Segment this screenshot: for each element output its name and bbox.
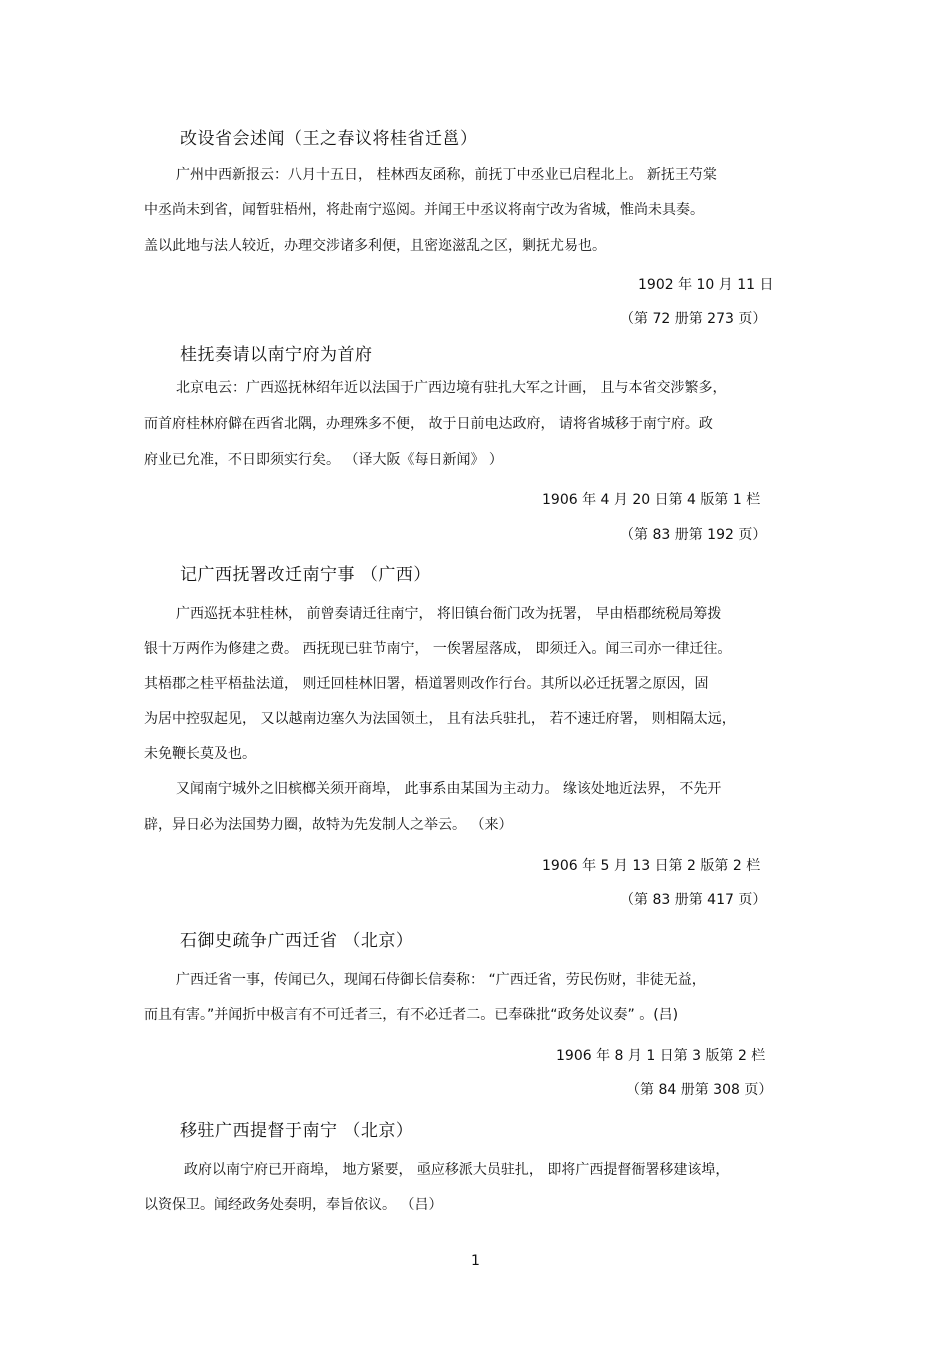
volume-page-reference: （第 84 册第 308 页） — [626, 1082, 773, 1098]
article-line: 未免鞭长莫及也。 — [144, 746, 256, 762]
article-line: 银十万两作为修建之费。 西抚现已驻节南宁， 一俟署屋落成， 即须迁入。闻三司亦一律迁往。 — [144, 641, 732, 657]
article-title: 石御史疏争广西迁省 （北京） — [180, 931, 414, 951]
volume-page-reference: （第 83 册第 417 页） — [620, 892, 767, 908]
publication-date: 1906 年 5 月 13 日第 2 版第 2 栏 — [542, 858, 761, 874]
article-line: 政府以南宁府已开商埠， 地方紧要， 亟应移派大员驻扎， 即将广西提督衙署移建该埠， — [184, 1162, 730, 1178]
publication-date: 1902 年 10 月 11 日 — [638, 277, 774, 293]
publication-date: 1906 年 4 月 20 日第 4 版第 1 栏 — [542, 492, 761, 508]
article-line: 广西巡抚本驻桂林， 前曾奏请迁往南宁， 将旧镇台衙门改为抚署， 早由梧郡统税局筹拨 — [176, 606, 722, 622]
article-line: 而首府桂林府僻在西省北隅，办理殊多不便， 故于日前电达政府， 请将省城移于南宁府。政 — [144, 416, 713, 432]
article-line: 辟，异日必为法国势力圈，故特为先发制人之举云。 （来） — [144, 817, 513, 833]
article-line: 盖以此地与法人较近，办理交涉诸多利便，且密迩滋乱之区，剿抚尤易也。 — [144, 238, 606, 254]
volume-page-reference: （第 72 册第 273 页） — [620, 311, 767, 327]
article-title: 桂抚奏请以南宁府为首府 — [180, 345, 373, 365]
article-line: 又闻南宁城外之旧槟榔关须开商埠， 此事系由某国为主动力。 缘该处地近法界， 不先开 — [176, 781, 722, 797]
volume-page-reference: （第 83 册第 192 页） — [620, 527, 767, 543]
article-line: 而且有害。”并闻折中极言有不可迁者三，有不必迁者二。已奉硃批“政务处议奏” 。(吕) — [144, 1007, 679, 1023]
article-line: 广州中西新报云：八月十五日， 桂林西友函称，前抚丁中丞业已启程北上。 新抚王芍棠 — [176, 167, 717, 183]
article-line: 北京电云：广西巡抚林绍年近以法国于广西边境有驻扎大军之计画， 且与本省交涉繁多， — [176, 380, 727, 396]
article-line: 为居中控驭起见， 又以越南边塞久为法国领土， 且有法兵驻扎， 若不速迁府署， 则相隔太远， — [144, 711, 736, 727]
article-line: 府业已允准，不日即须实行矣。 （译大阪《每日新闻》 ） — [144, 452, 503, 468]
article-line: 中丞尚未到省，闻暂驻梧州，将赴南宁巡阅。并闻王中丞议将南宁改为省城，惟尚未具奏。 — [144, 202, 704, 218]
publication-date: 1906 年 8 月 1 日第 3 版第 2 栏 — [556, 1048, 766, 1064]
article-line: 以资保卫。闻经政务处奏明，奉旨依议。 （吕） — [144, 1197, 443, 1213]
article-title: 记广西抚署改迁南宁事 （广西） — [180, 565, 431, 585]
article-line: 广西迁省一事，传闻已久，现闻石侍御长信奏称： “广西迁省，劳民伤财，非徒无益， — [176, 972, 706, 988]
article-title: 改设省会述闻（王之春议将桂省迁邕） — [180, 129, 478, 149]
article-line: 其梧郡之桂平梧盐法道， 则迁回桂林旧署，梧道署则改作行台。其所以必迁抚署之原因，固 — [144, 676, 709, 692]
article-title: 移驻广西提督于南宁 （北京） — [180, 1121, 414, 1141]
page-number: 1 — [471, 1253, 480, 1269]
